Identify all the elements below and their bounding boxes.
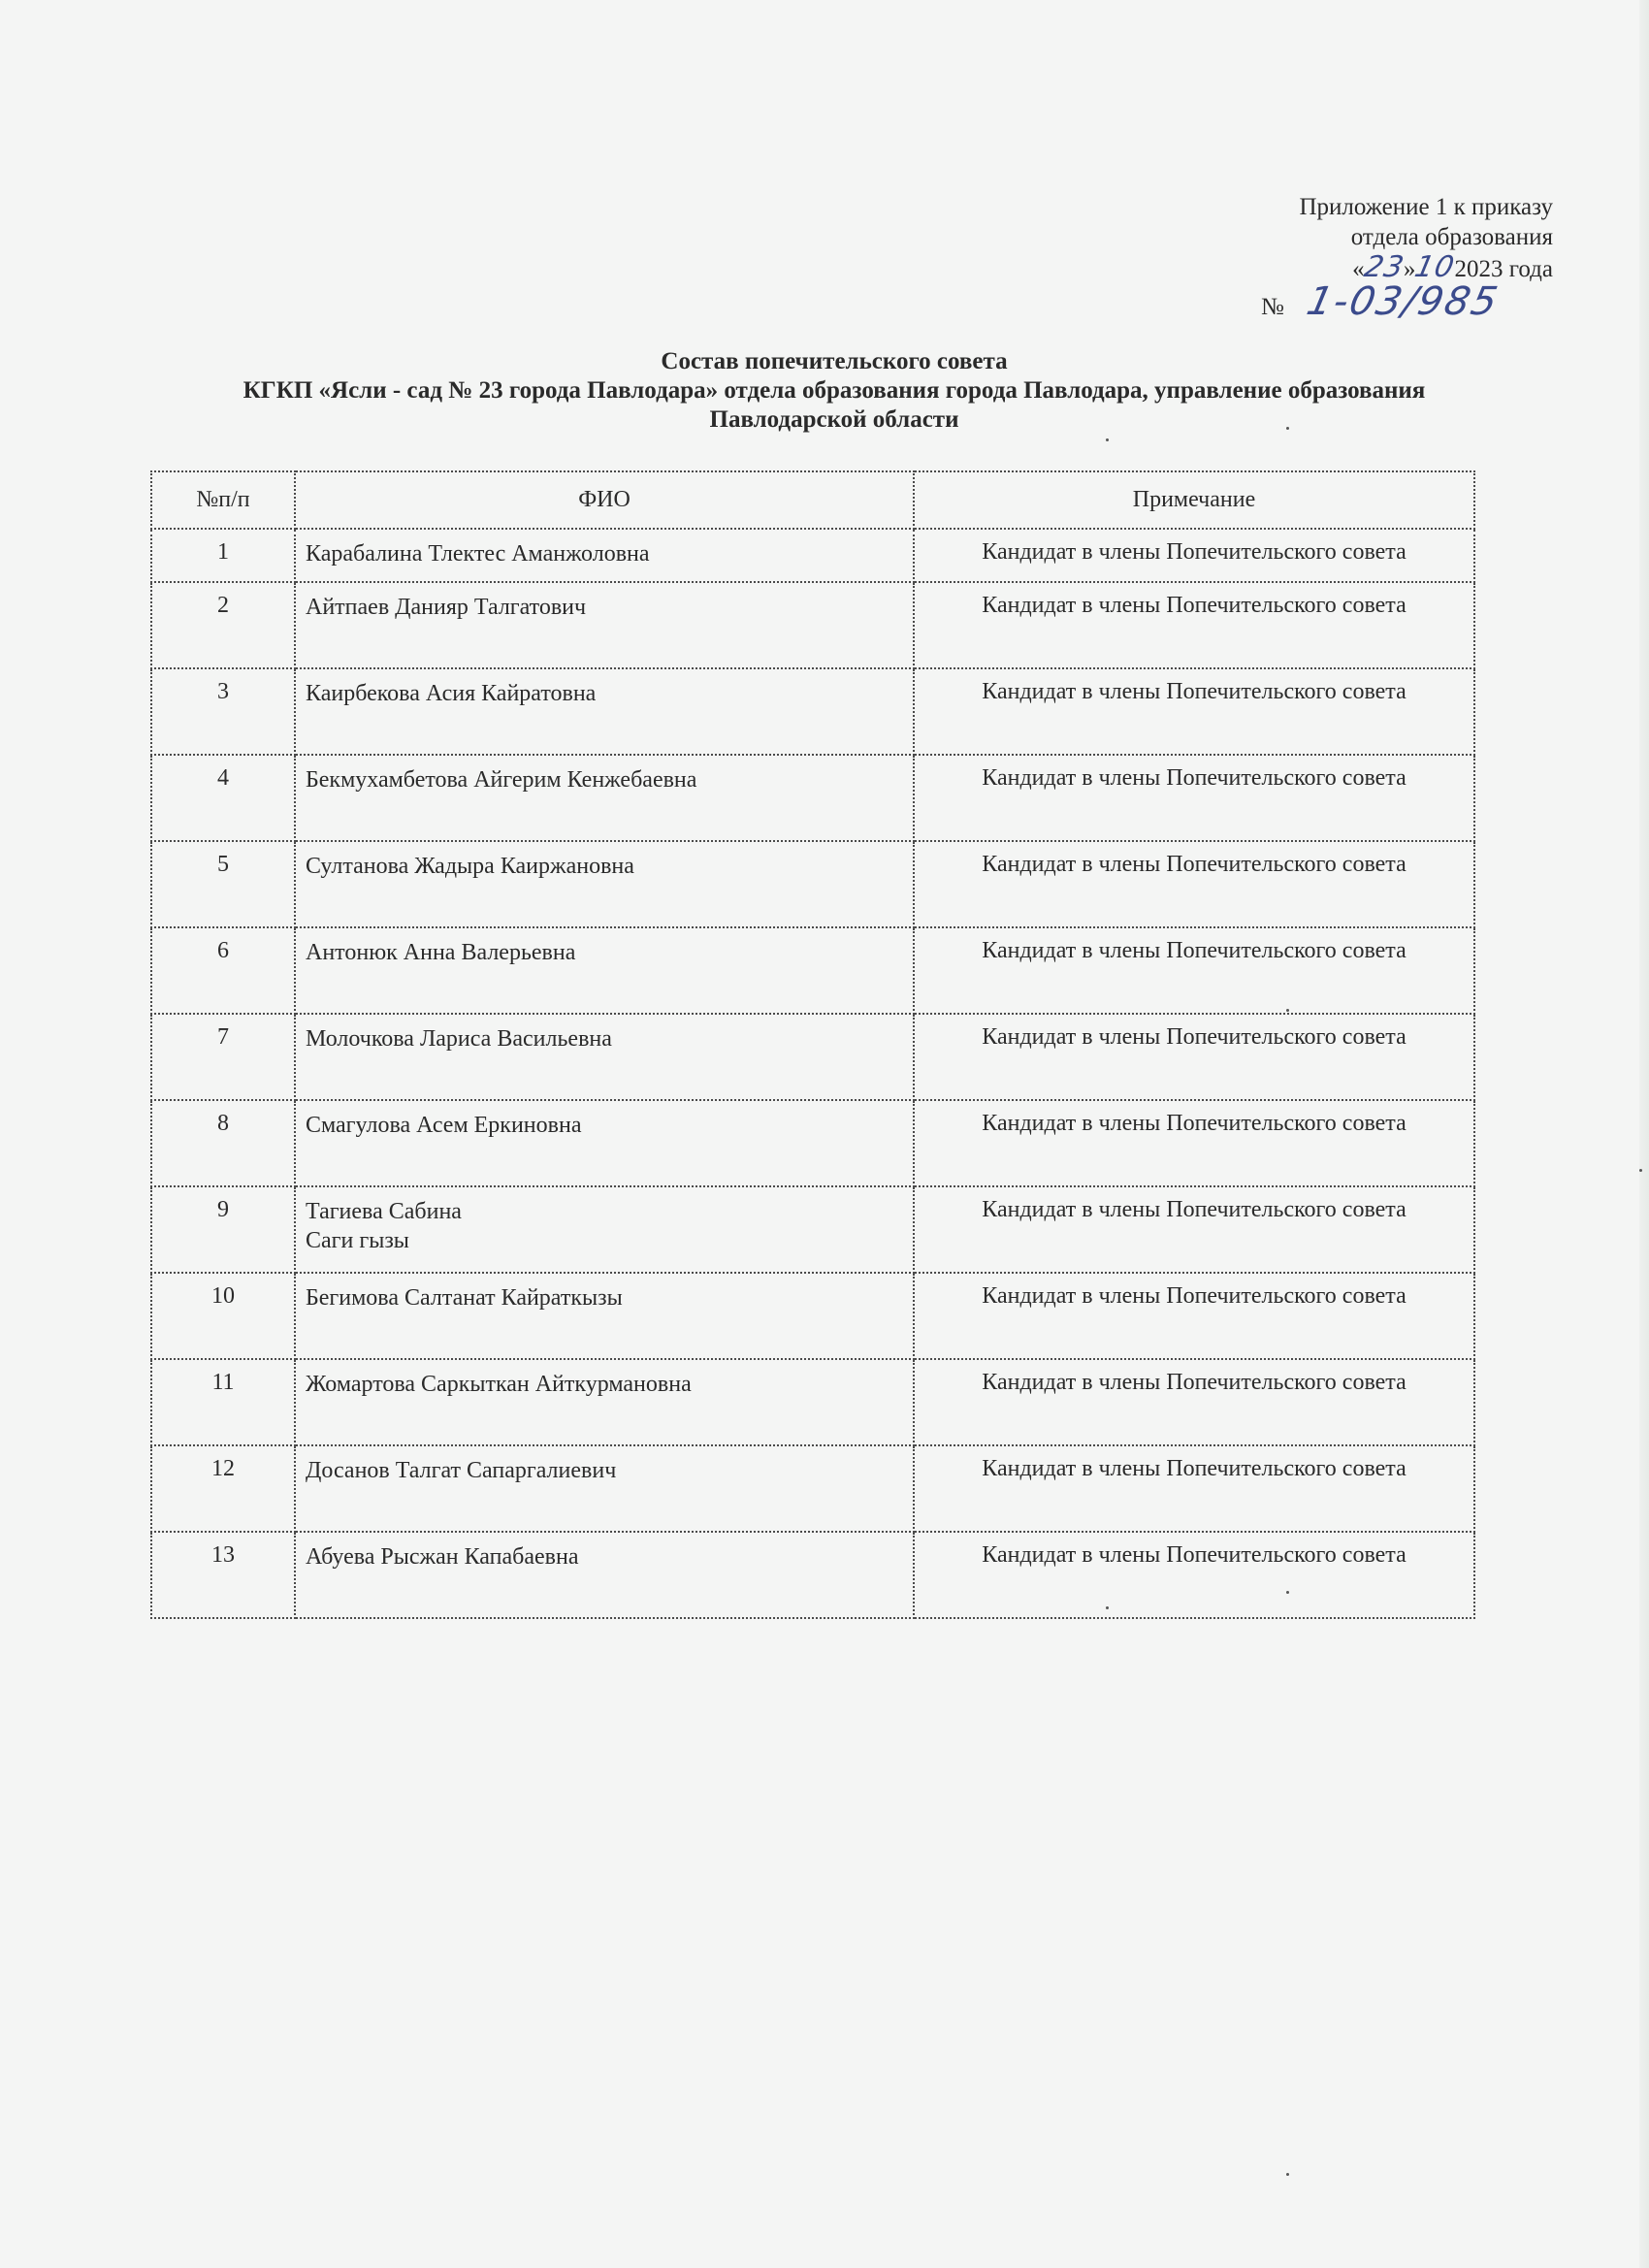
title-line-1: Состав попечительского совета bbox=[661, 348, 1008, 374]
row-note: Кандидат в члены Попечительского совета bbox=[914, 668, 1474, 755]
row-note: Кандидат в члены Попечительского совета bbox=[914, 529, 1474, 582]
member-name: Смагулова Асем Еркиновна bbox=[306, 1113, 582, 1138]
scan-speck bbox=[1286, 1591, 1289, 1594]
row-name-cell bbox=[295, 1532, 914, 1618]
date-close-quote: » bbox=[1403, 256, 1416, 282]
row-number: 8 bbox=[151, 1100, 295, 1186]
header-note: Примечание bbox=[914, 471, 1474, 529]
order-number bbox=[1261, 279, 1504, 324]
table-row bbox=[151, 582, 1474, 668]
row-name-cell bbox=[295, 927, 914, 1014]
row-name-cell bbox=[295, 1273, 914, 1359]
member-name-continued: Саги гызы bbox=[306, 1228, 409, 1253]
scan-speck bbox=[1639, 1169, 1642, 1172]
member-name: Молочкова Лариса Васильевна bbox=[306, 1026, 612, 1052]
row-number: 9 bbox=[151, 1186, 295, 1273]
member-name: Бегимова Салтанат Кайраткызы bbox=[306, 1285, 623, 1311]
table-row bbox=[151, 841, 1474, 927]
scan-speck bbox=[1286, 1009, 1289, 1012]
row-name-cell bbox=[295, 668, 914, 755]
table-row bbox=[151, 927, 1474, 1014]
row-note: Кандидат в члены Попечительского совета bbox=[914, 1445, 1474, 1532]
row-name-cell bbox=[295, 1100, 914, 1186]
scan-speck bbox=[1106, 1606, 1109, 1609]
row-name-cell bbox=[295, 1445, 914, 1532]
row-note: Кандидат в члены Попечительского совета bbox=[914, 582, 1474, 668]
row-number: 3 bbox=[151, 668, 295, 755]
table-row bbox=[151, 1186, 1474, 1273]
table-row bbox=[151, 529, 1474, 582]
row-number: 2 bbox=[151, 582, 295, 668]
order-number-label: № bbox=[1261, 294, 1284, 320]
row-number: 5 bbox=[151, 841, 295, 927]
approval-line-2: отдела образования bbox=[1350, 224, 1553, 250]
table-row bbox=[151, 668, 1474, 755]
row-note: Кандидат в члены Попечительского совета bbox=[914, 755, 1474, 841]
date-open-quote: « bbox=[1352, 256, 1365, 282]
table-header-row bbox=[151, 471, 1474, 529]
approval-block bbox=[1299, 192, 1553, 284]
row-name-cell bbox=[295, 841, 914, 927]
row-note: Кандидат в члены Попечительского совета bbox=[914, 1100, 1474, 1186]
date-month-handwritten: 10 bbox=[1411, 250, 1459, 284]
page-edge bbox=[1639, 0, 1649, 2268]
row-note: Кандидат в члены Попечительского совета bbox=[914, 1532, 1474, 1618]
row-name-cell bbox=[295, 582, 914, 668]
member-name: Карабалина Тлектес Аманжоловна bbox=[306, 541, 650, 567]
member-name: Жомартова Саркыткан Айткурмановна bbox=[306, 1372, 692, 1397]
order-number-handwritten: 1-03/985 bbox=[1302, 279, 1504, 324]
member-name: Тагиева Сабина bbox=[306, 1199, 462, 1224]
member-name: Абуева Рысжан Капабаевна bbox=[306, 1544, 579, 1570]
member-name: Каирбекова Асия Кайратовна bbox=[306, 681, 597, 706]
row-number: 7 bbox=[151, 1014, 295, 1100]
title-line-3: Павлодарской области bbox=[709, 406, 959, 433]
row-number: 13 bbox=[151, 1532, 295, 1618]
row-number: 1 bbox=[151, 529, 295, 582]
table-row bbox=[151, 1273, 1474, 1359]
date-day-handwritten: 23 bbox=[1360, 250, 1407, 284]
header-name: ФИО bbox=[295, 471, 914, 529]
row-number: 6 bbox=[151, 927, 295, 1014]
table-row bbox=[151, 1532, 1474, 1618]
scan-speck bbox=[1286, 2173, 1289, 2176]
row-number: 10 bbox=[151, 1273, 295, 1359]
table-row bbox=[151, 1445, 1474, 1532]
row-note: Кандидат в члены Попечительского совета bbox=[914, 1186, 1474, 1273]
table-row bbox=[151, 755, 1474, 841]
member-name: Айтпаев Данияр Талгатович bbox=[306, 595, 587, 620]
scan-speck bbox=[1286, 427, 1289, 430]
scan-speck bbox=[1106, 438, 1109, 441]
table-row bbox=[151, 1014, 1474, 1100]
row-number: 12 bbox=[151, 1445, 295, 1532]
row-note: Кандидат в члены Попечительского совета bbox=[914, 927, 1474, 1014]
table-row bbox=[151, 1359, 1474, 1445]
row-name-cell bbox=[295, 1014, 914, 1100]
document-title bbox=[146, 347, 1523, 435]
row-note: Кандидат в члены Попечительского совета bbox=[914, 841, 1474, 927]
row-number: 4 bbox=[151, 755, 295, 841]
row-name-cell bbox=[295, 755, 914, 841]
row-note: Кандидат в члены Попечительского совета bbox=[914, 1359, 1474, 1445]
row-note: Кандидат в члены Попечительского совета bbox=[914, 1014, 1474, 1100]
row-name-cell bbox=[295, 1186, 914, 1273]
title-line-2: КГКП «Ясли - сад № 23 города Павлодара» отдела образования города Павлодара, управление образования bbox=[242, 377, 1426, 404]
member-name: Антонюк Анна Валерьевна bbox=[306, 940, 576, 965]
date-year: 2023 года bbox=[1454, 256, 1553, 282]
row-number: 11 bbox=[151, 1359, 295, 1445]
row-note: Кандидат в члены Попечительского совета bbox=[914, 1273, 1474, 1359]
row-name-cell bbox=[295, 1359, 914, 1445]
members-table bbox=[150, 470, 1475, 1619]
table-row bbox=[151, 1100, 1474, 1186]
header-number: №п/п bbox=[151, 471, 295, 529]
row-name-cell bbox=[295, 529, 914, 582]
member-name: Султанова Жадыра Каиржановна bbox=[306, 854, 634, 879]
approval-line-1: Приложение 1 к приказу bbox=[1299, 194, 1553, 220]
member-name: Досанов Талгат Сапаргалиевич bbox=[306, 1458, 617, 1483]
member-name: Бекмухамбетова Айгерим Кенжебаевна bbox=[306, 767, 697, 793]
